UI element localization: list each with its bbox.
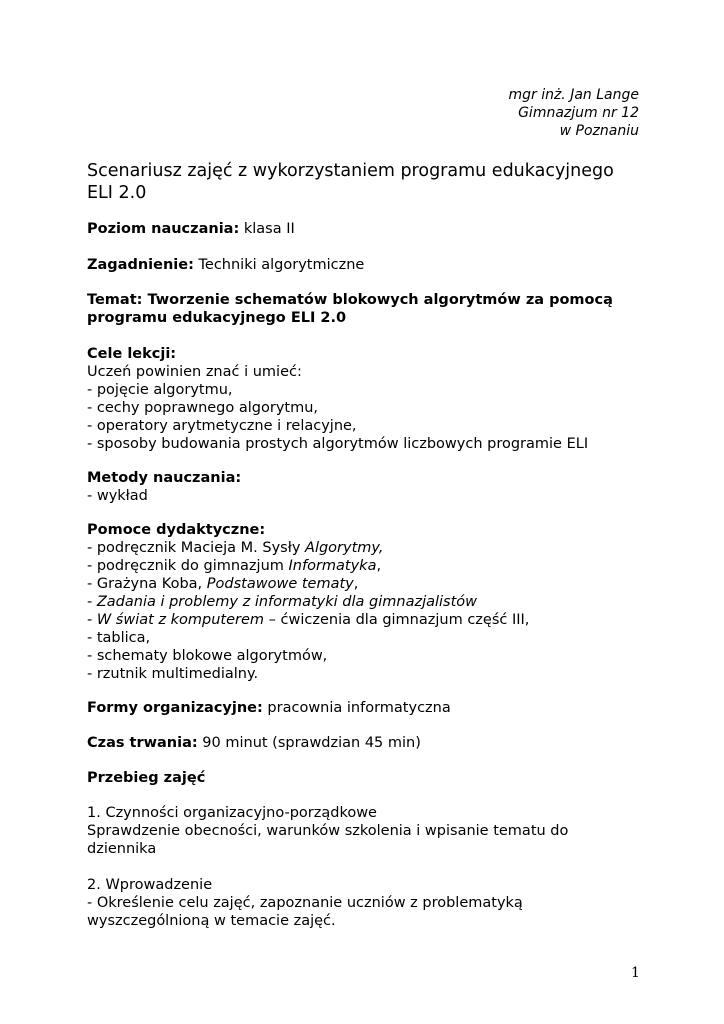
subject-block [87,291,639,327]
goals-item: - cechy poprawnego algorytmu, [87,400,319,416]
aids-item: - podręcznik Macieja M. Sysły Algorytmy, [87,540,384,556]
topic-area-label: Zagadnienie: [87,257,194,273]
goals-intro: Uczeń powinien znać i umieć: [87,364,302,380]
document-title: Scenariusz zajęć z wykorzystaniem programu edukacyjnego ELI 2.0 [87,161,614,203]
aids-item: - Grażyna Koba, Podstawowe tematy, [87,576,359,592]
goals-item: - sposoby budowania prostych algorytmów liczbowych programie ELI [87,436,589,452]
author-city: w Poznaniu [559,123,639,139]
duration-line [87,734,647,752]
goals-heading: Cele lekcji: [87,346,177,362]
aids-item: - podręcznik do gimnazjum Informatyka, [87,558,382,574]
aids-item: - Zadania i problemy z informatyki dla gimnazjalistów [87,594,478,610]
aids-item: - tablica, [87,630,151,646]
step1-title: 1. Czynności organizacyjno-porządkowe [87,805,377,821]
subject-text: Temat: Tworzenie schematów blokowych algorytmów za pomocą programu edukacyjnego ELI 2.0 [87,292,613,326]
level-label: Poziom nauczania: [87,221,240,237]
forms-label: Formy organizacyjne: [87,700,263,716]
duration-label: Czas trwania: [87,735,198,751]
course-heading-line [87,769,647,787]
duration-value: 90 minut (sprawdzian 45 min) [197,735,421,751]
goals-item: - pojęcie algorytmu, [87,382,233,398]
goals-section [87,345,647,453]
aids-item: - W świat z komputerem – ćwiczenia dla gimnazjum część III, [87,612,530,628]
topic-area-line [87,256,647,274]
level-value: klasa II [239,221,295,237]
aids-section [87,521,647,683]
author-school: Gimnazjum nr 12 [518,105,639,121]
step2-text: - Określenie celu zajęć, zapoznanie uczniów z problematyką wyszczególnioną w temacie zajęć. [87,895,523,929]
aids-heading: Pomoce dydaktyczne: [87,522,266,538]
methods-item: - wykład [87,488,148,504]
methods-heading: Metody nauczania: [87,470,242,486]
page-number: 1 [631,965,640,981]
aids-item: - rzutnik multimedialny. [87,666,259,682]
forms-line [87,699,647,717]
goals-item: - operatory arytmetyczne i relacyjne, [87,418,357,434]
course-heading: Przebieg zajęć [87,770,206,786]
step2-section [87,876,639,930]
author-block [508,86,639,140]
step2-title: 2. Wprowadzenie [87,877,213,893]
aids-item: - schematy blokowe algorytmów, [87,648,328,664]
topic-area-value: Techniki algorytmiczne [193,257,365,273]
methods-section [87,469,647,505]
author-name: mgr inż. Jan Lange [508,87,639,103]
forms-value: pracownia informatyczna [262,700,451,716]
level-line [87,220,647,238]
step1-text: Sprawdzenie obecności, warunków szkolenia i wpisanie tematu do dziennika [87,823,569,857]
step1-section [87,804,639,858]
